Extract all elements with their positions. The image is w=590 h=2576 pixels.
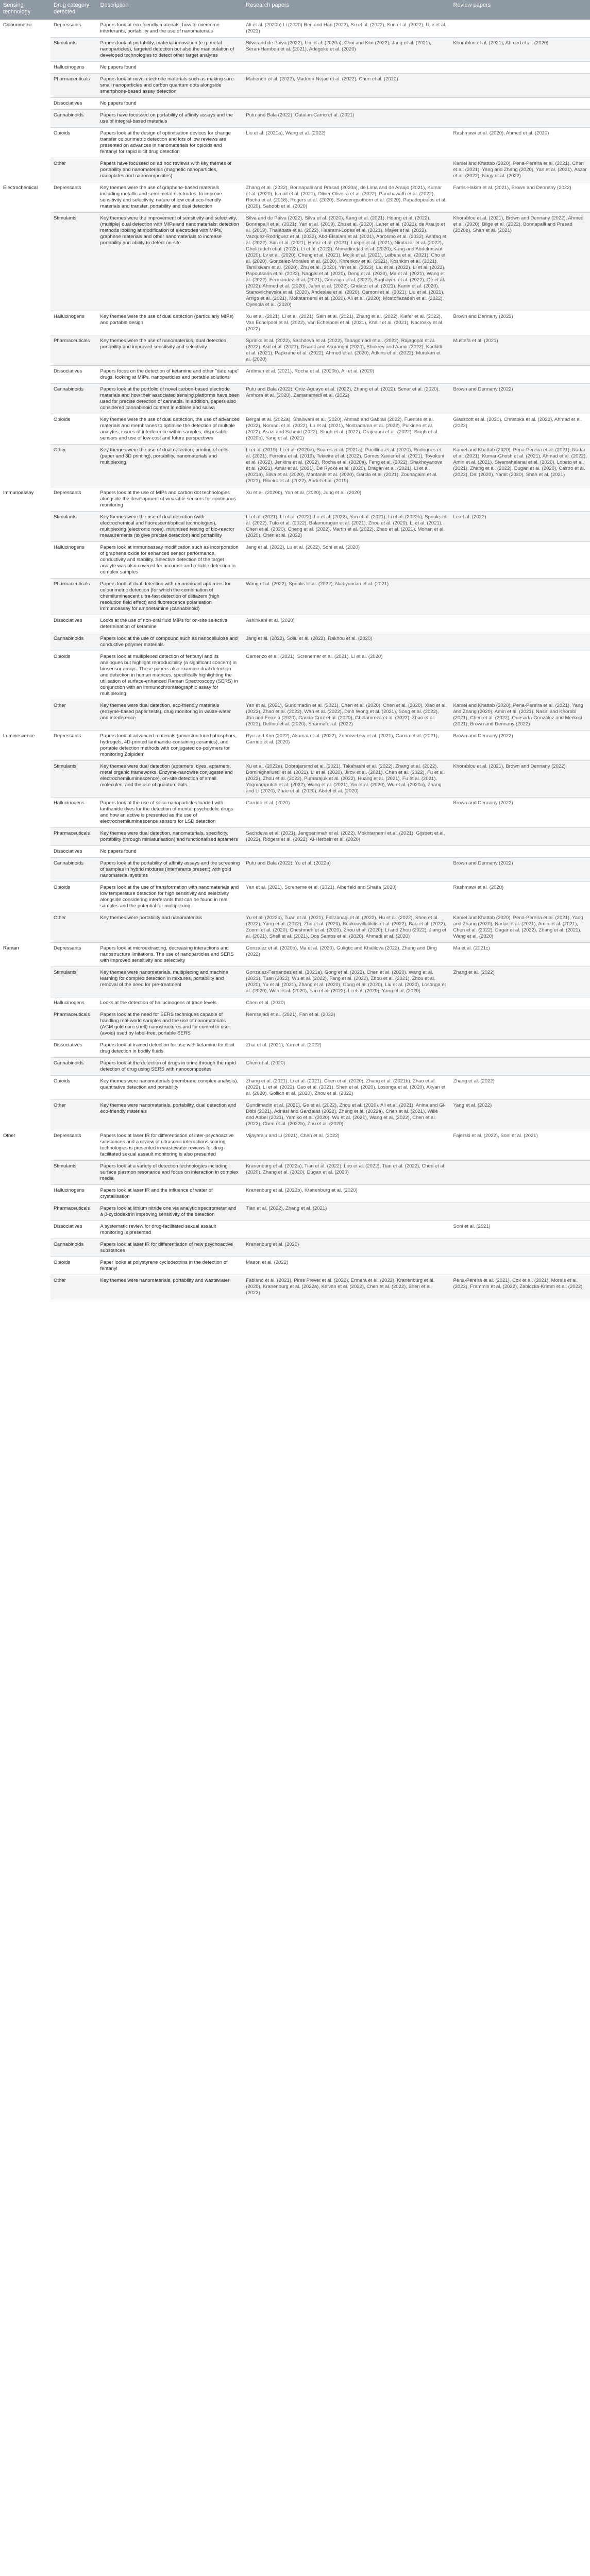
- cell-review-papers: Brown and Dennany (2022): [450, 798, 590, 828]
- cell-review-papers: [450, 1257, 590, 1275]
- header-review-papers: Review papers: [450, 0, 590, 20]
- cell-description: Key themes were the use of dual detection, printing of cells (paper and 3D printing), portability, nanomaterials and multiplexing: [97, 445, 243, 487]
- cell-review-papers: Khorablou et al. (2021), Ahmed et al. (2020): [450, 38, 590, 62]
- cell-review-papers: Brown and Dennany (2022): [450, 384, 590, 414]
- table-row: [0, 74, 590, 98]
- table-row: [0, 858, 590, 882]
- table-row: [0, 1239, 590, 1257]
- table-row: [0, 731, 590, 761]
- cell-description: Key themes were the use of dual detection, the use of advanced materials and membranes to optimise the detection of multiple analytes, issues of interference within samples, disposable sensors and use of low-cost and future perspectives: [97, 414, 243, 445]
- cell-description: Papers look at the need for SERS techniques capable of handling real-world samples and the use of nanomaterials (AGM gold core shell) nanostructures and for control to use (avoid) used by label-free, portable SERS: [97, 1009, 243, 1040]
- cell-review-papers: [450, 1161, 590, 1185]
- cell-research-papers: Bergal et al. (2022a), Shallwani et al. (2020), Ahmad and Gabrail (2022), Fuentes et al. (2022), Nomadi et al. (2022), Lu et al. (2021), Nostradama et al. (2022), Pulkinen et al. (2022), Asazi and Schmid (2022), Singh et al. (2022), Grajegani et al. (2022), Singh et al. (2020b), Yang et al. (2021): [243, 414, 450, 445]
- cell-review-papers: Kamel and Khattab (2020), Pena-Pereira et al. (2021), Yang and Zhang (2020), Amin et al. (2021), Nasiri and Khorobi (2021), Chen et al. (2022), Quesada-González and Merkoçi (2021), Brown and Dennany (2022): [450, 700, 590, 731]
- cell-sensing-technology: Other: [0, 1130, 50, 1161]
- cell-description: Paper looks at polystyrene cyclodextrins in the detection of fentanyl: [97, 1257, 243, 1275]
- cell-sensing-technology: [0, 615, 50, 633]
- cell-description: Papers look at a variety of detection technologies including surface plasmon resonance and focus on interaction in complex media: [97, 1161, 243, 1185]
- table-row: [0, 1058, 590, 1076]
- cell-review-papers: [450, 651, 590, 700]
- table-row: [0, 128, 590, 158]
- cell-drug-category: Other: [50, 1275, 97, 1299]
- table-row: [0, 1040, 590, 1058]
- table-body: [0, 20, 590, 1299]
- cell-research-papers: Kranenburg et al. (2022b), Kranenburg et al. (2020): [243, 1185, 450, 1203]
- cell-drug-category: Dissociatives: [50, 98, 97, 110]
- cell-research-papers: Xu et al. (2021), Li et al. (2021), Sain et al. (2021), Zhang et al. (2022), Kiefer et al. (2022), Van Echelpoel et al. (2022), Van Echelpoel et al. (2021), Khalil et al. (2021), Nacrosky et al. (2022): [243, 311, 450, 335]
- cell-sensing-technology: [0, 967, 50, 997]
- cell-review-papers: Zhang et al. (2022): [450, 1076, 590, 1100]
- cell-description: Papers look at laser IR for differentiation of new psychoactive substances: [97, 1239, 243, 1257]
- cell-research-papers: Sprinks et al. (2022), Sachdeva et al. (2022), Tanagomadi et al. (2022), Rajagopal et al. (2022), Asif et al. (2021), Disanti and Asmanghi (2020), Shukrey and Aamir (2022), Kadkitti et al. (2021), Papkrane et al. (2022), Ahmed et al. (2020), Adkins et al. (2022), Murukan et al. (2020): [243, 335, 450, 366]
- cell-sensing-technology: [0, 912, 50, 943]
- cell-sensing-technology: Immunoassay: [0, 487, 50, 512]
- cell-drug-category: Stimulants: [50, 761, 97, 798]
- cell-review-papers: Kamel and Khattab (2020), Pena-Pereira et al. (2021), Yang and Zhang (2020), Nadar et al. (2021), Amin et al. (2021), Chen et al. (2022), Dagar et al. (2022), Zhang et al. (2021), Wang et al. (2020): [450, 912, 590, 943]
- cell-description: Key themes were nanomaterials, portability, dual detection and eco-friendly materials: [97, 1100, 243, 1130]
- cell-research-papers: Yu et al. (2022b), Tuan et al. (2021), Fidrzanagi et al. (2022), Hu et al. (2022), Shen et al. (2022), Yang et al. (2022), Zhu et al. (2020), Boukouvillatikitis et al. (2022), Bao et al. (2022), Zoomi et al. (2020), Cheshmeh et al. (2020), Zhou et al. (2020), Li and Zhou (2022), Jiang et al. (2021), Shell et al. (2021), Dos Santos et al. (2020), Ahmadi et al. (2020): [243, 912, 450, 943]
- cell-research-papers: Silva and de Paiva (2022), Lin et al. (2020a), Choi and Kim (2022), Jang et al. (2021), Seran-Hamboa et al. (2021), Adegoke et al. (2020): [243, 38, 450, 62]
- cell-drug-category: Dissociatives: [50, 1040, 97, 1058]
- table-row: [0, 633, 590, 651]
- cell-research-papers: [243, 158, 450, 182]
- cell-description: Papers look at the portability of affinity assays and the screening of samples in hybrid mixtures (interferants present) with gold nanomaterial systems: [97, 858, 243, 882]
- cell-description: Key themes were nanomaterials (membrane complex analysis), quantitative detection and portability: [97, 1076, 243, 1100]
- header-description: Description: [97, 0, 243, 20]
- cell-sensing-technology: [0, 761, 50, 798]
- cell-research-papers: Jang et al. (2022), Soliu et al. (2022), Rakhou et al. (2020): [243, 633, 450, 651]
- cell-drug-category: Other: [50, 445, 97, 487]
- cell-review-papers: [450, 62, 590, 74]
- cell-sensing-technology: [0, 366, 50, 384]
- cell-review-papers: [450, 997, 590, 1009]
- cell-drug-category: Stimulants: [50, 213, 97, 311]
- table-row: [0, 366, 590, 384]
- cell-drug-category: Pharmaceuticals: [50, 1009, 97, 1040]
- cell-review-papers: Khorablou et al. (2021), Brown and Dennany (2022): [450, 761, 590, 798]
- cell-drug-category: Hallucinogens: [50, 798, 97, 828]
- cell-sensing-technology: [0, 1221, 50, 1239]
- cell-drug-category: Cannabinoids: [50, 384, 97, 414]
- cell-research-papers: Yan et al. (2021), Screneme et al. (2021), Alberfeld and Shatta (2020): [243, 882, 450, 912]
- cell-research-papers: Chen et al. (2020): [243, 1058, 450, 1076]
- cell-review-papers: [450, 579, 590, 615]
- cell-description: Papers look at the design of optimisation devices for change transfer colourimetric detection and lots of low reviews are presented on advances in nanomaterials for opioids and fentanyl for rapid illicit drug detection: [97, 128, 243, 158]
- cell-research-papers: Kranenburg et al. (2020): [243, 1239, 450, 1257]
- cell-research-papers: Zhang et al. (2021), Li et al. (2021), Chen et al. (2020), Zhang et al. (2021b), Zhao et al. (2022), Li et al. (2022), Cao et al. (2021), Shen et al. (2020), Losonga et al. (2020), Akyan et al. (2020), Gollich et al. (2020), Zhou et al. (2022): [243, 1076, 450, 1100]
- cell-drug-category: Depressants: [50, 943, 97, 967]
- cell-description: Key themes were dual detection, nanomaterials, specificity, portability (through miniaturisation) and functionalised aptamers: [97, 828, 243, 846]
- cell-sensing-technology: Colourimetric: [0, 20, 50, 38]
- cell-drug-category: Dissociatives: [50, 615, 97, 633]
- cell-sensing-technology: [0, 110, 50, 128]
- cell-description: Papers look at advanced materials (nanostructured phosphors, hydrogels, 4D-printed lanthanide-containing ceramics), and portable detection methods with conjugated co-polymers for monitoring Zolpidem: [97, 731, 243, 761]
- cell-research-papers: Fabiano et al. (2021), Pires Prevet et al. (2022), Ermera et al. (2022), Kranenburg et al. (2020), Kranenburg et al. (2022a), Keivan et al. (2022), Chen et al. (2022), Shen et al. (2022): [243, 1275, 450, 1299]
- cell-review-papers: [450, 366, 590, 384]
- table-row: [0, 579, 590, 615]
- table-row: [0, 414, 590, 445]
- cell-description: Papers look at the use of silica nanoparticles loaded with lanthanide dyes for the detection of mental psychedelic drugs and how an active is presented as the use of electrochemiluminescence sensors for LSD detection: [97, 798, 243, 828]
- table-row: [0, 1203, 590, 1221]
- table-row: [0, 967, 590, 997]
- cell-review-papers: [450, 1058, 590, 1076]
- cell-review-papers: [450, 487, 590, 512]
- cell-research-papers: [243, 98, 450, 110]
- cell-drug-category: Hallucinogens: [50, 62, 97, 74]
- table-row: [0, 912, 590, 943]
- cell-sensing-technology: Raman: [0, 943, 50, 967]
- cell-drug-category: Depressants: [50, 20, 97, 38]
- cell-sensing-technology: [0, 858, 50, 882]
- cell-sensing-technology: [0, 633, 50, 651]
- cell-drug-category: Other: [50, 700, 97, 731]
- table-row: [0, 700, 590, 731]
- cell-drug-category: Pharmaceuticals: [50, 74, 97, 98]
- cell-sensing-technology: [0, 98, 50, 110]
- cell-description: Key themes were the use of dual detection (particularly MIPs) and portable design: [97, 311, 243, 335]
- cell-research-papers: Putu and Bala (2022), Yu et al. (2022a): [243, 858, 450, 882]
- cell-review-papers: [450, 1040, 590, 1058]
- cell-research-papers: Liu et al. (2021a), Wang et al. (2022): [243, 128, 450, 158]
- cell-description: Key themes were the use of nanomaterials, dual detection, portability and improved sensitivity and selectivity: [97, 335, 243, 366]
- cell-drug-category: Dissociatives: [50, 1221, 97, 1239]
- cell-research-papers: Li et al. (2019), Li et al. (2020a), Soares et al. (2021a), Pucillino et al. (2020), Rodrigues et al. (2021), Ferreira et al. (2019), Teixeira et al. (2022), Gomes Xavier et al. (2021), Toyokuni et al. (2022), Jenkins et al. (2022), Rocha et al. (2020a), Feng et al. (2022), Shakhoyanova et al. (2021), Amar et al. (2021), De Rycke et al. (2020), Dragan et al. (2021), Li et al. (2021a), Silva et al. (2020), Mantanis et al. (2020), Garcia et al. (2021), Zouhagaim et al. (2021), Ribeiro et al. (2022), Abdel et al. (2019): [243, 445, 450, 487]
- cell-sensing-technology: [0, 384, 50, 414]
- cell-review-papers: [450, 1203, 590, 1221]
- cell-drug-category: Depressants: [50, 182, 97, 213]
- cell-description: Papers look at the portfolio of novel carbon-based electrode materials and how their associated sensing platforms have been used for precise detection of cannabis. In addition, papers also considered cannabinoid content in edibles and saliva: [97, 384, 243, 414]
- cell-review-papers: Glasscott et al. (2020), Christoka et al. (2022), Ahmad et al. (2022): [450, 414, 590, 445]
- cell-description: Papers focus on the detection of ketamine and other "date rape" drugs, looking at MIPs, nanoparticles and portable solutions: [97, 366, 243, 384]
- cell-research-papers: Ryu and Kim (2022), Akamat et al. (2022), Zubrovetzky et al. (2021), Garcia et al. (2021), Garrido et al. (2020): [243, 731, 450, 761]
- table-row: [0, 445, 590, 487]
- cell-research-papers: Chen et al. (2020): [243, 997, 450, 1009]
- cell-drug-category: Cannabinoids: [50, 1239, 97, 1257]
- cell-review-papers: Mustafa et al. (2021): [450, 335, 590, 366]
- cell-description: Papers look at laser IR for differentiation of inter-psychoactive substances and a review of ultrasonic interactions scoring technologies is presented in wastewater reviews for drug-facilitated sexual assault monitoring is also presented: [97, 1130, 243, 1161]
- cell-sensing-technology: [0, 512, 50, 542]
- cell-research-papers: Jang et al. (2022), Lu et al. (2022), Soni et al. (2020): [243, 542, 450, 579]
- cell-description: Key themes were portability and nanomaterials: [97, 912, 243, 943]
- cell-sensing-technology: [0, 1058, 50, 1076]
- cell-sensing-technology: [0, 62, 50, 74]
- cell-drug-category: Depressants: [50, 731, 97, 761]
- cell-sensing-technology: [0, 1076, 50, 1100]
- cell-research-papers: Gonzalez-Fernandez et al. (2021a), Gong et al. (2022), Chen et al. (2020), Wang et al. (2021), Tuan (2022), Wu et al. (2022), Fang et al. (2022), Zhou et al. (2021), Zhou et al. (2020), Yu et al. (2021), Zhang et al. (2020), Gong et al. (2020), Liu et al. (2020), Losonga et al. (2020), Wan et al. (2020), Yan et al. (2022), Li et al. (2020), Yang et al. (2020): [243, 967, 450, 997]
- table-row: [0, 1275, 590, 1299]
- cell-research-papers: [243, 62, 450, 74]
- cell-sensing-technology: [0, 311, 50, 335]
- table-row: [0, 487, 590, 512]
- cell-description: Papers look at dual detection with recombinant aptamers for colourimetric detection (for which the combination of chemiluminescent ultra-fast detection of diltiazem (high resolution field effect) and fluorescence polarisation immunoassay for amphetamine (cannabinoid): [97, 579, 243, 615]
- cell-description: A systematic review for drug-facilitated sexual assault monitoring is presented: [97, 1221, 243, 1239]
- table-row: [0, 997, 590, 1009]
- table-row: [0, 542, 590, 579]
- cell-review-papers: Fajerski et al. (2022), Soni et al. (2021): [450, 1130, 590, 1161]
- table-row: [0, 98, 590, 110]
- cell-research-papers: Ali et al. (2020b) Li (2020) Ren and Han (2022), Su et al. (2022), Sun et al. (2022), Ujie et al. (2021): [243, 20, 450, 38]
- table-row: [0, 761, 590, 798]
- cell-description: Papers have focussed on ad hoc reviews with key themes of portability and nanomaterials (magnetic nanoparticles, nanoplates and nanocomposites): [97, 158, 243, 182]
- cell-review-papers: Ma et al. (2021c): [450, 943, 590, 967]
- cell-description: Papers look at laser IR and the influence of water of crystallisation: [97, 1185, 243, 1203]
- cell-sensing-technology: [0, 445, 50, 487]
- cell-sensing-technology: [0, 798, 50, 828]
- cell-drug-category: Opioids: [50, 1076, 97, 1100]
- cell-drug-category: Hallucinogens: [50, 1185, 97, 1203]
- cell-sensing-technology: [0, 1203, 50, 1221]
- cell-review-papers: Pena-Pereira et al. (2021), Cox et al. (2021), Morais et al. (2022), Frammin et al. (2022), Zabiczka-Krimm et al. (2022): [450, 1275, 590, 1299]
- cell-sensing-technology: [0, 579, 50, 615]
- cell-sensing-technology: [0, 1009, 50, 1040]
- cell-description: Papers look at the use of MIPs and carbon dot technologies alongside the development of wearable sensors for continuous monitoring: [97, 487, 243, 512]
- cell-description: Key themes were nanomaterials, multiplexing and machine learning for complex detection in mixtures, portability and removal of the need for pre-treatment: [97, 967, 243, 997]
- cell-research-papers: Zhang et al. (2022), Bonnapalli and Prasad (2020a), de Lima and de Araujo (2021), Kumar et al. (2020), Ismail et al. (2021), Oliver-Oliveira et al. (2022), Panchawath et al. (2022), Rocha et al. (2018), Rogers et al. (2020), Sawaengsothorn et al. (2020), Papadopoulos et al. (2020), Saboob et al. (2020): [243, 182, 450, 213]
- table-row: [0, 1009, 590, 1040]
- cell-review-papers: Yang et al. (2022): [450, 1100, 590, 1130]
- cell-research-papers: Nemsajadi et al. (2021), Fan et al. (2022): [243, 1009, 450, 1040]
- cell-research-papers: Sachdeva et al. (2021), Jangpanimah et al. (2022), Mokhtarnemi et al. (2021), Gijsbert et al. (2022), Ridgers et al. (2022), Al-Herbein et al. (2020): [243, 828, 450, 846]
- cell-research-papers: Gonzalez et al. (2020b), Ma et al. (2020), Guligtic and Khalilova (2022), Zhang and Ding (2022): [243, 943, 450, 967]
- cell-sensing-technology: [0, 1239, 50, 1257]
- cell-research-papers: Mahendo et al. (2022), Madeen-Nejad et al. (2022), Chen et al. (2020): [243, 74, 450, 98]
- cell-review-papers: Brown and Dennany (2022): [450, 731, 590, 761]
- cell-research-papers: Vijayaraju and Li (2021), Chen et al. (2022): [243, 1130, 450, 1161]
- cell-review-papers: [450, 615, 590, 633]
- table-row: [0, 1130, 590, 1161]
- cell-research-papers: Xu et al. (2022a), Dobrajarsmd et al. (2021), Takahashi et al. (2022), Zhang et al. (2022), Dominighelluetil et al. (2021), Li et al. (2020), Jirov et al. (2021), Chen et al. (2022), Fu et al. (2022), Zhou et al. (2022), Pumarajuk et al. (2022), Huang et al. (2021), Fu et al. (2021), Yogmaraputch et al. (2022), Wang et al. (2021), Yin et al. (2020), Wu et al. (2020a), Zhang and Li (2020), Zhao et al. (2020), Abdel et al. (2020): [243, 761, 450, 798]
- cell-sensing-technology: [0, 74, 50, 98]
- table-row: [0, 20, 590, 38]
- cell-research-papers: Li et al. (2021), Li et al. (2022), Lu et al. (2022), Yon et al. (2021), Li et al. (2022b), Sprinks et al. (2022), Tufo et al. (2022), Balamurugan et al. (2021), Zhou et al. (2020), Li et al. (2021), Chen et al. (2020), Cheng et al. (2022), Martin et al. (2022), Zhao et al. (2021), Mohan et al. (2020), Chen et al. (2022): [243, 512, 450, 542]
- cell-research-papers: Kranenburg et al. (2022a), Tian et al. (2022), Luo et al. (2022), Tian et al. (2022), Chen et al. (2020), Zhang et al. (2020), Dugan et al. (2020): [243, 1161, 450, 1185]
- table-row: [0, 828, 590, 846]
- table-row: [0, 38, 590, 62]
- cell-review-papers: [450, 633, 590, 651]
- cell-description: Papers look at the detection of drugs in urine through the rapid detection of drug using SERS with nanocomposites: [97, 1058, 243, 1076]
- cell-drug-category: Stimulants: [50, 967, 97, 997]
- table-row: [0, 1221, 590, 1239]
- cell-sensing-technology: [0, 700, 50, 731]
- cell-drug-category: Cannabinoids: [50, 1058, 97, 1076]
- cell-review-papers: Le et al. (2022): [450, 512, 590, 542]
- cell-sensing-technology: [0, 542, 50, 579]
- cell-drug-category: Other: [50, 912, 97, 943]
- cell-review-papers: Kamel and Khattab (2020), Pena-Pereira et al. (2021), Chen et al. (2021), Yang and Zhang (2020), Yan et al. (2021), Aszar et al. (2022), Nagy et al. (2022): [450, 158, 590, 182]
- cell-review-papers: Zhang et al. (2022): [450, 967, 590, 997]
- cell-sensing-technology: [0, 651, 50, 700]
- cell-research-papers: [243, 1221, 450, 1239]
- table-row: [0, 384, 590, 414]
- cell-review-papers: [450, 542, 590, 579]
- cell-description: Papers look at immunoassay modification such as incorporation of graphene oxide for enhanced sensor performance, conductivity and stability. Selective detection of the target analyte was also covered for accurate and reliable detection in complex samples: [97, 542, 243, 579]
- cell-description: Key themes were dual detection (aptamers, dyes, aptamers, metal organic frameworks, Enzyme-nanowire conjugates and electrochemiluminescence), on-site detection of small molecules, and the use of quantum dots: [97, 761, 243, 798]
- cell-drug-category: Hallucinogens: [50, 997, 97, 1009]
- table-row: [0, 182, 590, 213]
- table-row: [0, 882, 590, 912]
- cell-drug-category: Cannabinoids: [50, 858, 97, 882]
- cell-review-papers: Soni et al. (2021): [450, 1221, 590, 1239]
- cell-drug-category: Pharmaceuticals: [50, 579, 97, 615]
- cell-review-papers: [450, 1239, 590, 1257]
- header-sensing-technology: Sensing technology: [0, 0, 50, 20]
- cell-sensing-technology: [0, 1161, 50, 1185]
- table-row: [0, 311, 590, 335]
- cell-research-papers: Ashinkani et al. (2020): [243, 615, 450, 633]
- cell-description: Key themes were dual detection, eco-friendly materials (enzyme-based paper tests), drug monitoring in waste-water and interference: [97, 700, 243, 731]
- cell-description: Papers look at novel electrode materials such as making sure small nanoparticles and carbon quantum dots alongside smartphone-based assay detection: [97, 74, 243, 98]
- cell-research-papers: Mason et al. (2022): [243, 1257, 450, 1275]
- cell-review-papers: [450, 1185, 590, 1203]
- table-row: [0, 651, 590, 700]
- cell-sensing-technology: Luminescence: [0, 731, 50, 761]
- table-row: [0, 798, 590, 828]
- cell-drug-category: Hallucinogens: [50, 542, 97, 579]
- table-row: [0, 615, 590, 633]
- cell-sensing-technology: [0, 158, 50, 182]
- cell-drug-category: Stimulants: [50, 512, 97, 542]
- table-row: [0, 1185, 590, 1203]
- cell-research-papers: Tian et al. (2022), Zhang et al. (2021): [243, 1203, 450, 1221]
- cell-sensing-technology: [0, 828, 50, 846]
- cell-description: Papers look at microextracting, decreasing interactions and nanostructure limitations. The use of nanoparticles and SERS with improved sensitivity and selectivity: [97, 943, 243, 967]
- cell-review-papers: Farris-Hakim et al. (2021), Brown and Dennany (2022): [450, 182, 590, 213]
- table-row: [0, 943, 590, 967]
- cell-description: No papers found: [97, 98, 243, 110]
- table-row: [0, 1161, 590, 1185]
- table-row: [0, 1257, 590, 1275]
- cell-review-papers: [450, 110, 590, 128]
- cell-review-papers: [450, 74, 590, 98]
- cell-description: Key themes were the improvement of sensitivity and selectivity, (multiple) dual detection with MIPs and nanomaterials; detection methods looking at modification of electrodes with MIPs, graphene materials and other nanomaterials to increase portability and ability to detect on-site: [97, 213, 243, 311]
- header-row: [0, 0, 590, 20]
- cell-drug-category: Opioids: [50, 1257, 97, 1275]
- cell-review-papers: [450, 98, 590, 110]
- cell-review-papers: Rashmawi et al. (2020): [450, 882, 590, 912]
- cell-description: Papers look at the use of transformation with nanomaterials and low temperature detection for high sensitivity and selectivity alongside considering interferants that can be found in real samples and the potential for multiplexing: [97, 882, 243, 912]
- cell-sensing-technology: [0, 1257, 50, 1275]
- cell-sensing-technology: [0, 1100, 50, 1130]
- cell-drug-category: Cannabinoids: [50, 633, 97, 651]
- cell-drug-category: Stimulants: [50, 38, 97, 62]
- header-research-papers: Research papers: [243, 0, 450, 20]
- cell-drug-category: Cannabinoids: [50, 110, 97, 128]
- cell-description: Key themes were the use of graphene-based materials including metallic and semi-metal electrodes, to improve sensitivity and selectivity, nature of low cost eco-friendly materials and transfer, portability and dual detection: [97, 182, 243, 213]
- cell-drug-category: Pharmaceuticals: [50, 828, 97, 846]
- cell-review-papers: [450, 828, 590, 846]
- table-row: [0, 62, 590, 74]
- cell-review-papers: Rashmawi et al. (2020), Ahmed et al. (2020): [450, 128, 590, 158]
- cell-drug-category: Depressants: [50, 487, 97, 512]
- cell-review-papers: Brown and Dennany (2022): [450, 858, 590, 882]
- cell-research-papers: Yan et al. (2021), Gundimadin et al. (2021), Chen et al. (2020), Chen et al. (2020), Xiao et al. (2022), Zhao et al. (2022), Wan et al. (2022), Dinh Wong et al. (2021), Song et al. (2022), Jha and Ferreia (2020), Garcia-Cruz et al. (2020), Gholamreza et al. (2022), Zhao et al. (2021), Delfino et al. (2020), Sharma et al. (2022): [243, 700, 450, 731]
- cell-description: Papers look at trained detection for use with ketamine for illicit drug detection in bodily fluids: [97, 1040, 243, 1058]
- cell-description: Papers look at lithium nitride one via analytic spectrometer and a β-cyclodextrin improving sensitivity of the detection: [97, 1203, 243, 1221]
- cell-research-papers: Camenzo et al. (2021), Screnemer et al. (2021), Li et al. (2020): [243, 651, 450, 700]
- cell-sensing-technology: Electrochemical: [0, 182, 50, 213]
- cell-sensing-technology: [0, 882, 50, 912]
- cell-review-papers: [450, 20, 590, 38]
- cell-description: Key themes were nanomaterials, portability and wastewater: [97, 1275, 243, 1299]
- cell-description: No papers found: [97, 846, 243, 858]
- cell-drug-category: Dissociatives: [50, 846, 97, 858]
- cell-sensing-technology: [0, 1040, 50, 1058]
- cell-research-papers: Zhai et al. (2021), Yan et al. (2022): [243, 1040, 450, 1058]
- cell-drug-category: Opioids: [50, 414, 97, 445]
- cell-research-papers: Garrido et al. (2020): [243, 798, 450, 828]
- cell-drug-category: Other: [50, 158, 97, 182]
- cell-sensing-technology: [0, 997, 50, 1009]
- cell-drug-category: Opioids: [50, 882, 97, 912]
- cell-research-papers: Silva and de Paiva (2022), Silva et al. (2020), Kang et al. (2021), Hoang et al. (2022), Bonnapalli et al. (2021), Yan et al. (2019), Zhu et al. (2020), Laher et al. (2021), de Araujo et al. (2019), Thalabata et al. (2022), Haarami-Lopes et al. (2021), Mayer et al. (2022), Vazquez-Rodriguez et al. (2022), Abd-Elsalam et al. (2021), Abrosmo et al. (2022), Ashfaq et al. (2022), Sim et al. (2021), Hafez et al. (2021), Lukpe et al. (2021), Nimtazar et al. (2022), Gholizadeh et al. (2022), Li et al. (2022), Ahmadinejad et al. (2020), Kang and Abdelraswat (2020), Lv et al. (2020), Cheng et al. (2021), Mojik et al. (2021), Leibera et al. (2021), Cho et al. (2020), Gonzalez-Morales et al. (2020), Khrenkov et al. (2021), Koshkim et al. (2021), Tamilsivam et al. (2020), Zhu et al. (2020), Yin et al. (2023), Liu et al. (2022), Li et al. (2022), Papoutsaris et al. (2022), Nagpal et al. (2020), Deng et al. (2020), Ma et al. (2021), Wang et al. (2022), Fermandez et al. (2021), Gonzaga et al. (2022), Baghayeri et al. (2022), Ge et al. (2022), Ahmed et al. (2020), Jafari et al. (2022), Ghdarzi et al. (2021), Kaniri et al. (2020), Stanovilchevska et al. (2020), Andeslae et al. (2020), Camoni et al. (2021), Liu et al. (2021), Arrigo et al. (2021), Mokhtarnemi et al. (2020), Ali et al. (2020), Mostofiazadeh et al. (2022), Oyesola et al. (2020): [243, 213, 450, 311]
- cell-review-papers: Kamel and Khattab (2020), Pena-Pereira et al. (2021), Nadar et al. (2021), Kumar-Ghosh et al. (2021), Ahmad et al. (2022), Amin et al. (2021), Sivamahalanai et al. (2020), Lobato et al. (2021), Zhang et al. (2022), Dugan et al. (2020), Castro et al. (2022), Dai (2020), Yamit (2020), Shah et al. (2021): [450, 445, 590, 487]
- cell-drug-category: Stimulants: [50, 1161, 97, 1185]
- table-row: [0, 1100, 590, 1130]
- header-drug-category: Drug category detected: [50, 0, 97, 20]
- cell-drug-category: Dissociatives: [50, 366, 97, 384]
- cell-drug-category: Depressants: [50, 1130, 97, 1161]
- cell-sensing-technology: [0, 1275, 50, 1299]
- cell-drug-category: Hallucinogens: [50, 311, 97, 335]
- cell-drug-category: Other: [50, 1100, 97, 1130]
- table-row: [0, 1076, 590, 1100]
- cell-research-papers: Wang et al. (2022), Sprinks et al. (2022), Nadiyuncan et al. (2021): [243, 579, 450, 615]
- cell-sensing-technology: [0, 846, 50, 858]
- cell-drug-category: Opioids: [50, 128, 97, 158]
- cell-review-papers: [450, 1009, 590, 1040]
- cell-sensing-technology: [0, 128, 50, 158]
- cell-description: Papers look at the use of compound such as nanocellulose and conductive polymer materials: [97, 633, 243, 651]
- table-row: [0, 335, 590, 366]
- cell-sensing-technology: [0, 38, 50, 62]
- table-row: [0, 213, 590, 311]
- cell-research-papers: Ardiman et al. (2021), Rocha et al. (2020b), Ali et al. (2020): [243, 366, 450, 384]
- table-row: [0, 110, 590, 128]
- cell-drug-category: Pharmaceuticals: [50, 335, 97, 366]
- cell-research-papers: Gundimadin et al. (2021), Ge et al. (2022), Zhou et al. (2020), Ali et al. (2021), Anina and Gi-Dobi (2021), Adriasi and Ganzalas (2022), Zheng et al. (2022a), Chen et al. (2021), Wille and Abbel (2021), Yamiko et al. (2020), Wu et al. (2021), Wang et al. (2022), Chen et al. (2022), Chen et al. (2022b), Zhu et al. (2020): [243, 1100, 450, 1130]
- cell-drug-category: Pharmaceuticals: [50, 1203, 97, 1221]
- table-row: [0, 158, 590, 182]
- cell-drug-category: Opioids: [50, 651, 97, 700]
- cell-sensing-technology: [0, 414, 50, 445]
- cell-sensing-technology: [0, 213, 50, 311]
- cell-description: Looks at the use of non-oral fluid MIPs for on-site selective determination of ketamine: [97, 615, 243, 633]
- cell-description: Papers look at eco-friendly materials, how to overcome interferants, portability and the use of nanomaterials: [97, 20, 243, 38]
- cell-sensing-technology: [0, 335, 50, 366]
- cell-research-papers: Xu et al. (2020b), Yon et al. (2020), Jung et al. (2020): [243, 487, 450, 512]
- cell-description: No papers found: [97, 62, 243, 74]
- cell-review-papers: Khorablou et al. (2021), Brown and Dennany (2022), Ahmed et al. (2020), Bilge et al. (2022), Bonnapalli and Prasad (2020b), Shah et al. (2021): [450, 213, 590, 311]
- cell-description: Looks at the detection of hallucinogens at trace levels: [97, 997, 243, 1009]
- cell-description: Key themes were the use of dual detection (with electrochemical and fluorescent/optical technologies), multiplexing (electronic nose), minimised testing of bio-reactor measurements (to give precise detection) and portability: [97, 512, 243, 542]
- cell-research-papers: Putu and Bala (2022), Catalan-Carrio et al. (2021): [243, 110, 450, 128]
- cell-description: Papers look at portability, material innovation (e.g. metal nanoparticles), targeted detection but also the manipulation of developed technologies to detect other target analytes: [97, 38, 243, 62]
- cell-research-papers: Putu and Bala (2022), Ortiz-Aguayo et al. (2022), Zhang et al. (2022), Senar et al. (2020), Amhora et al. (2020), Zamanamedi et al. (2022): [243, 384, 450, 414]
- table-row: [0, 512, 590, 542]
- cell-review-papers: Brown and Dennany (2022): [450, 311, 590, 335]
- cell-review-papers: [450, 846, 590, 858]
- cell-research-papers: [243, 846, 450, 858]
- cell-sensing-technology: [0, 1185, 50, 1203]
- cell-description: Papers have focussed on portability of affinity assays and the use of integral-based materials: [97, 110, 243, 128]
- table-row: [0, 846, 590, 858]
- cell-description: Papers look at multiplexed detection of fentanyl and its analogues but highlight reproducibility (a significant concern) in biosensor arrays. These papers also examine dual detection and detection in human matrices, specifically highlighting the utilisation of surface-enhanced Raman Spectroscopy (SERS) in conjunction with an immunochromatographic assay for multiplexing: [97, 651, 243, 700]
